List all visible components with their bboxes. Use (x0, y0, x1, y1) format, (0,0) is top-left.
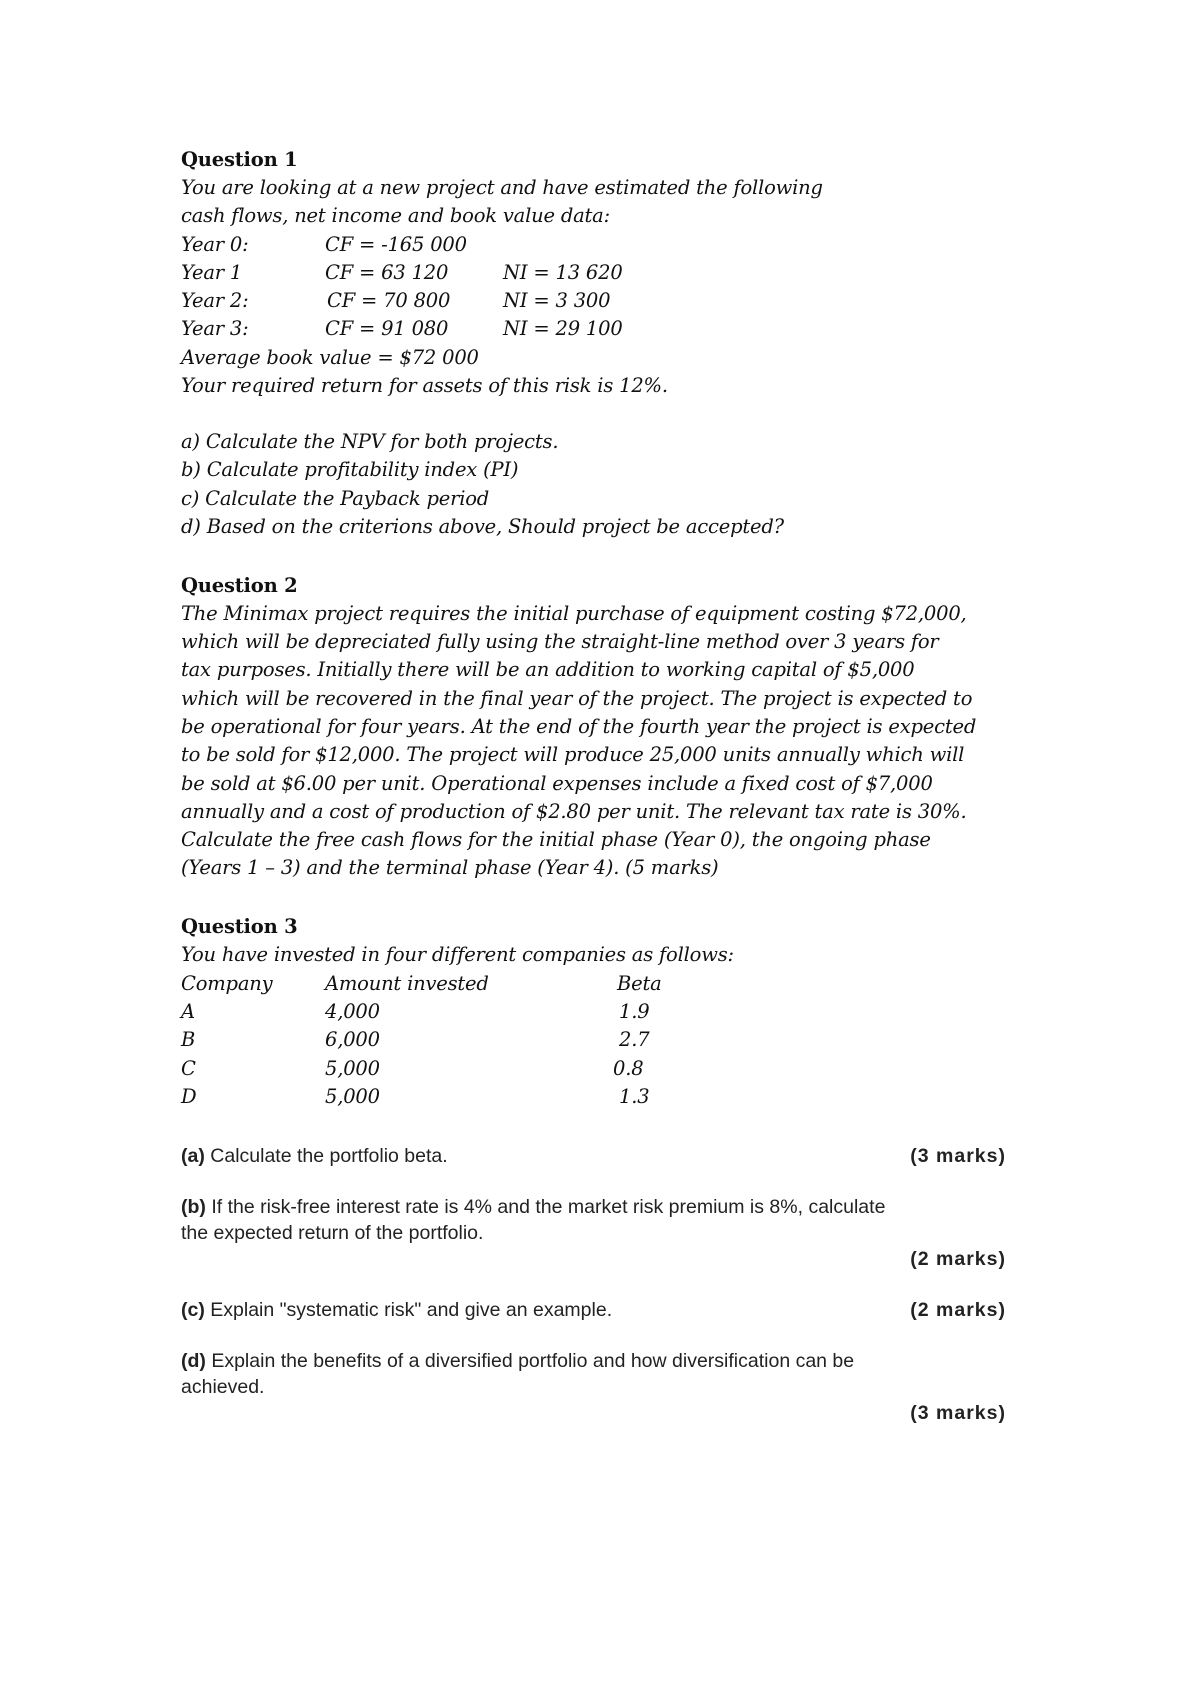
question-3-heading: Question 3 (181, 915, 298, 938)
year-label: Year 2: (181, 289, 249, 312)
table-cell-company: D (181, 1085, 197, 1108)
part-text: Explain the benefits of a diversified portfolio and how diversification can be (211, 1350, 855, 1372)
question-2-line: tax purposes. Initially there will be an addition to working capital of $5,000 (181, 658, 915, 681)
question-2-line: be sold at $6.00 per unit. Operational expenses include a fixed cost of $7,000 (181, 772, 933, 795)
year-label: Year 3: (181, 317, 249, 340)
part-text-continued: achieved. (181, 1376, 265, 1398)
part-label: (d) (181, 1350, 206, 1372)
question-1-part-b: b) Calculate profitability index (PI) (181, 458, 519, 481)
question-1-heading: Question 1 (181, 148, 298, 171)
year-cash-flow: CF = 91 080 (325, 317, 449, 340)
table-cell-company: B (181, 1028, 196, 1051)
table-cell-amount: 5,000 (325, 1057, 380, 1080)
question-2-line: The Minimax project requires the initial purchase of equipment costing $72,000, (181, 602, 967, 625)
required-return: Your required return for assets of this risk is 12%. (181, 374, 668, 397)
year-net-income: NI = 29 100 (503, 317, 623, 340)
question-2-line: to be sold for $12,000. The project will produce 25,000 units annually which will (181, 743, 965, 766)
year-net-income: NI = 13 620 (503, 261, 623, 284)
table-cell-beta: 1.9 (619, 1000, 650, 1023)
part-label: (c) (181, 1299, 205, 1321)
question-2-line: annually and a cost of production of $2.80 per unit. The relevant tax rate is 30%. (181, 800, 967, 823)
question-2-line: (Years 1 – 3) and the terminal phase (Year 4). (5 marks) (181, 856, 719, 879)
part-text: Calculate the portfolio beta. (210, 1145, 448, 1167)
marks-label: (2 marks) (910, 1248, 1006, 1270)
question-1-part-c: c) Calculate the Payback period (181, 487, 490, 510)
part-label: (a) (181, 1145, 205, 1167)
question-3-part-d (181, 1348, 854, 1374)
part-text: Explain "systematic risk" and give an example. (210, 1299, 613, 1321)
marks-label: (3 marks) (910, 1145, 1006, 1167)
question-3-part-c (181, 1297, 612, 1323)
year-cash-flow: CF = -165 000 (325, 233, 467, 256)
table-cell-company: C (181, 1057, 196, 1080)
question-1-part-a: a) Calculate the NPV for both projects. (181, 430, 559, 453)
year-net-income: NI = 3 300 (503, 289, 611, 312)
year-cash-flow: CF = 70 800 (327, 289, 451, 312)
table-cell-company: A (181, 1000, 195, 1023)
year-label: Year 1 (181, 261, 243, 284)
year-cash-flow: CF = 63 120 (325, 261, 449, 284)
table-header-company: Company (181, 972, 273, 995)
table-cell-amount: 6,000 (325, 1028, 380, 1051)
part-text-continued: the expected return of the portfolio. (181, 1222, 484, 1244)
question-1-intro-line: cash flows, net income and book value data: (181, 204, 610, 227)
table-header-beta: Beta (617, 972, 662, 995)
marks-label: (3 marks) (910, 1402, 1006, 1424)
part-label: (b) (181, 1196, 206, 1218)
question-2-line: be operational for four years. At the end of the fourth year the project is expected (181, 715, 977, 738)
question-1-part-d: d) Based on the criterions above, Should project be accepted? (181, 515, 784, 538)
average-book-value: Average book value = $72 000 (181, 346, 479, 369)
question-3-part-b (181, 1194, 885, 1220)
question-3-intro: You have invested in four different companies as follows: (181, 943, 734, 966)
table-cell-beta: 0.8 (613, 1057, 644, 1080)
question-2-line: which will be depreciated fully using the straight-line method over 3 years for (181, 630, 939, 653)
table-cell-amount: 5,000 (325, 1085, 380, 1108)
table-cell-beta: 2.7 (619, 1028, 650, 1051)
question-3-part-a (181, 1143, 448, 1169)
question-2-line: which will be recovered in the final year of the project. The project is expected to (181, 687, 973, 710)
table-cell-amount: 4,000 (325, 1000, 380, 1023)
table-cell-beta: 1.3 (619, 1085, 650, 1108)
question-2-heading: Question 2 (181, 574, 298, 597)
question-1-intro-line: You are looking at a new project and have estimated the following (181, 176, 823, 199)
year-label: Year 0: (181, 233, 249, 256)
part-text: If the risk-free interest rate is 4% and the market risk premium is 8%, calculate (211, 1196, 886, 1218)
question-2-line: Calculate the free cash flows for the initial phase (Year 0), the ongoing phase (181, 828, 931, 851)
marks-label: (2 marks) (910, 1299, 1006, 1321)
table-header-amount: Amount invested (325, 972, 489, 995)
